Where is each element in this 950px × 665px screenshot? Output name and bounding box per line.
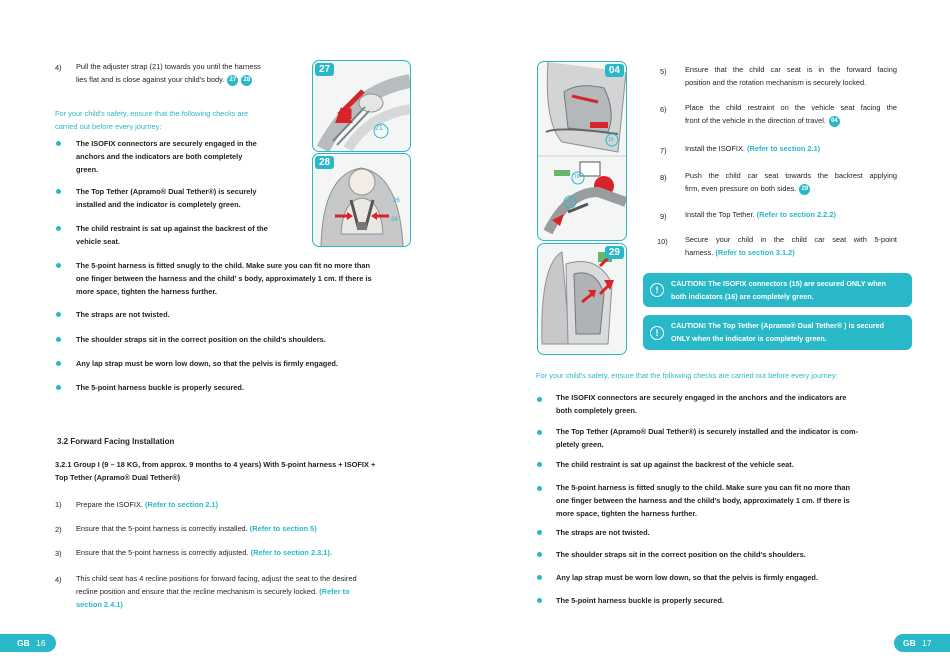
- bullet-dot: [56, 361, 61, 366]
- figure-27: [312, 60, 411, 152]
- check-item: The ISOFIX connectors are securely engaged in the anchors and the indicators are both completely green.: [556, 393, 847, 415]
- step-number: 3): [55, 549, 62, 558]
- part-label: 15: [608, 137, 614, 143]
- step-number: 10): [657, 237, 668, 246]
- check-item: Any lap strap must be worn low down, so that the pelvis is firmly engaged.: [556, 573, 818, 582]
- step-number: 9): [660, 212, 667, 221]
- step-text: This child seat has 4 recline positions for forward facing, adjust the seat to the desired recline position and ensure that the recline mechanism is securely locked. (Refer to section 2.4.1): [76, 572, 421, 611]
- figure-ref-badge: 27: [227, 75, 238, 86]
- figure-28: [312, 153, 411, 247]
- figure-29: [537, 243, 627, 355]
- part-label: 21: [375, 125, 383, 132]
- language-code: GB: [903, 638, 916, 648]
- page-number-tab: [894, 634, 950, 652]
- step-number: 1): [55, 500, 62, 509]
- checks-intro: For your child's safety, ensure that the following checks are carried out before every journey:: [536, 371, 838, 380]
- part-label: 26: [391, 217, 398, 223]
- step-text: Place the child restraint on the vehicle seat facing the front of the vehicle in the direction of travel. 04: [685, 103, 897, 125]
- check-item: The Top Tether (Apramo® Dual Tether®) is securely installed and the indicator is com- pletely green.: [556, 427, 859, 449]
- step-number: 8): [660, 173, 667, 182]
- section-link[interactable]: (Refer to section 3.1.2): [715, 248, 795, 257]
- check-item: The 5-point harness is fitted snugly to the child. Make sure you can fit no more than one finger between the harness and the child’ s body, approximately 1 cm. If there is more space, tighten the harness further.: [76, 261, 372, 296]
- step-text: Ensure that the child car seat is in the forward facing position and the rotation mechanism is securely locked.: [685, 65, 897, 87]
- page-number: 16: [36, 638, 46, 648]
- caution-box: ! CAUTION! The Top Tether (Apramo® Dual Tether® ) is secured ONLY when the indicator is completely green.: [643, 315, 912, 350]
- bullet-dot: [537, 598, 542, 603]
- bullet-dot: [537, 462, 542, 467]
- check-item: The child restraint is sat up against the backrest of the vehicle seat.: [556, 460, 794, 469]
- check-item: The 5-point harness buckle is properly secured.: [556, 596, 724, 605]
- part-label: 16: [574, 174, 580, 180]
- step-text: Ensure that the 5-point harness is correctly adjusted. (Refer to section 2.3.1).: [76, 548, 332, 557]
- step-text: Prepare the ISOFIX. (Refer to section 2.1): [76, 500, 219, 509]
- isofix-installation-illustration: [538, 62, 626, 240]
- check-item: The straps are not twisted.: [76, 310, 170, 319]
- figure-ref-badge: 04: [829, 116, 840, 127]
- check-item: The 5-point harness buckle is properly secured.: [76, 383, 244, 392]
- step-text: Install the Top Tether. (Refer to section 2.2.2): [685, 210, 836, 219]
- check-item: The Top Tether (Apramo® Dual Tether®) is securely installed and the indicator is completely green.: [76, 187, 257, 209]
- section-link[interactable]: section 2.4.1): [76, 600, 123, 609]
- step-text: Push the child car seat towards the backrest applying firm, even pressure on both sides. 29: [685, 171, 897, 193]
- bullet-dot: [56, 312, 61, 317]
- step-text: Ensure that the 5-point harness is correctly installed. (Refer to section 5): [76, 524, 317, 533]
- bullet-dot: [537, 530, 542, 535]
- bullet-dot: [537, 552, 542, 557]
- step-text: Install the ISOFIX. (Refer to section 2.1): [685, 144, 821, 153]
- check-item: The shoulder straps sit in the correct position on the child's shoulders.: [556, 550, 806, 559]
- figure-tag: 29: [605, 246, 624, 259]
- bullet-dot: [56, 337, 61, 342]
- language-code: GB: [17, 638, 30, 648]
- figure-tag: 27: [315, 63, 334, 76]
- bullet-dot: [537, 575, 542, 580]
- check-item: The 5-point harness is fitted snugly to the child. Make sure you can fit no more than one finger between the harness and the child's body, approximately 1 cm. If there is more space, tighten the harness further.: [556, 483, 851, 518]
- figure-04: [537, 61, 627, 241]
- bullet-dot: [537, 397, 542, 402]
- step-number: 4): [55, 63, 62, 72]
- step-number: 7): [660, 146, 667, 155]
- section-heading: 3.2 Forward Facing Installation: [57, 437, 175, 446]
- check-item: The child restraint is sat up against the backrest of the vehicle seat.: [76, 224, 268, 246]
- page-number: 17: [922, 638, 932, 648]
- figure-ref-badge: 28: [241, 75, 252, 86]
- check-item: The ISOFIX connectors are securely engaged in the anchors and the indicators are both completely green.: [76, 139, 257, 174]
- section-link[interactable]: (Refer to: [319, 587, 350, 596]
- step-text: Secure your child in the child car seat with 5-point harness. (Refer to section 3.1.2): [685, 235, 897, 257]
- part-label: 26: [393, 198, 400, 204]
- step-number: 2): [55, 525, 62, 534]
- section-link[interactable]: (Refer to section 2.3.1).: [250, 548, 332, 557]
- section-link[interactable]: (Refer to section 2.1): [145, 500, 219, 509]
- bullet-dot: [537, 486, 542, 491]
- caution-box: ! CAUTION! The ISOFIX connectors (15) are secured ONLY when both indicators (16) are completely green.: [643, 273, 912, 307]
- bullet-dot: [537, 430, 542, 435]
- part-label: 15: [566, 198, 572, 204]
- step-number: 5): [660, 67, 667, 76]
- bullet-dot: [56, 263, 61, 268]
- check-item: The shoulder straps sit in the correct position on the child's shoulders.: [76, 335, 326, 344]
- section-link[interactable]: (Refer to section 2.1): [747, 144, 821, 153]
- check-item: Any lap strap must be worn low down, so that the pelvis is firmly engaged.: [76, 359, 338, 368]
- alert-icon: !: [650, 326, 664, 340]
- alert-icon: !: [650, 283, 664, 297]
- figure-ref-badge: 29: [799, 184, 810, 195]
- figure-tag: 28: [315, 156, 334, 169]
- step-number: 6): [660, 105, 667, 114]
- bullet-dot: [56, 189, 61, 194]
- push-seat-illustration: [538, 244, 626, 354]
- page-number-tab: [0, 634, 56, 652]
- bullet-dot: [56, 141, 61, 146]
- figure-tag: 04: [605, 64, 624, 77]
- step-number: 4): [55, 575, 62, 584]
- section-link[interactable]: (Refer to section 5): [249, 524, 317, 533]
- bullet-dot: [56, 385, 61, 390]
- step-text: Pull the adjuster strap (21) towards you until the harness lies flat and is close against your child's body. 27 28: [76, 62, 261, 84]
- subsection-heading: 3.2.1 Group I (9 – 18 KG, from approx. 9 months to 4 years) With 5-point harness + ISOFIX + Top Tether (Apramo® Dual Tether®): [55, 460, 376, 482]
- checks-intro: For your child's safety, ensure that the following checks are carried out before every journey:: [55, 109, 249, 131]
- bullet-dot: [56, 226, 61, 231]
- section-link[interactable]: (Refer to section 2.2.2): [756, 210, 836, 219]
- check-item: The straps are not twisted.: [556, 528, 650, 537]
